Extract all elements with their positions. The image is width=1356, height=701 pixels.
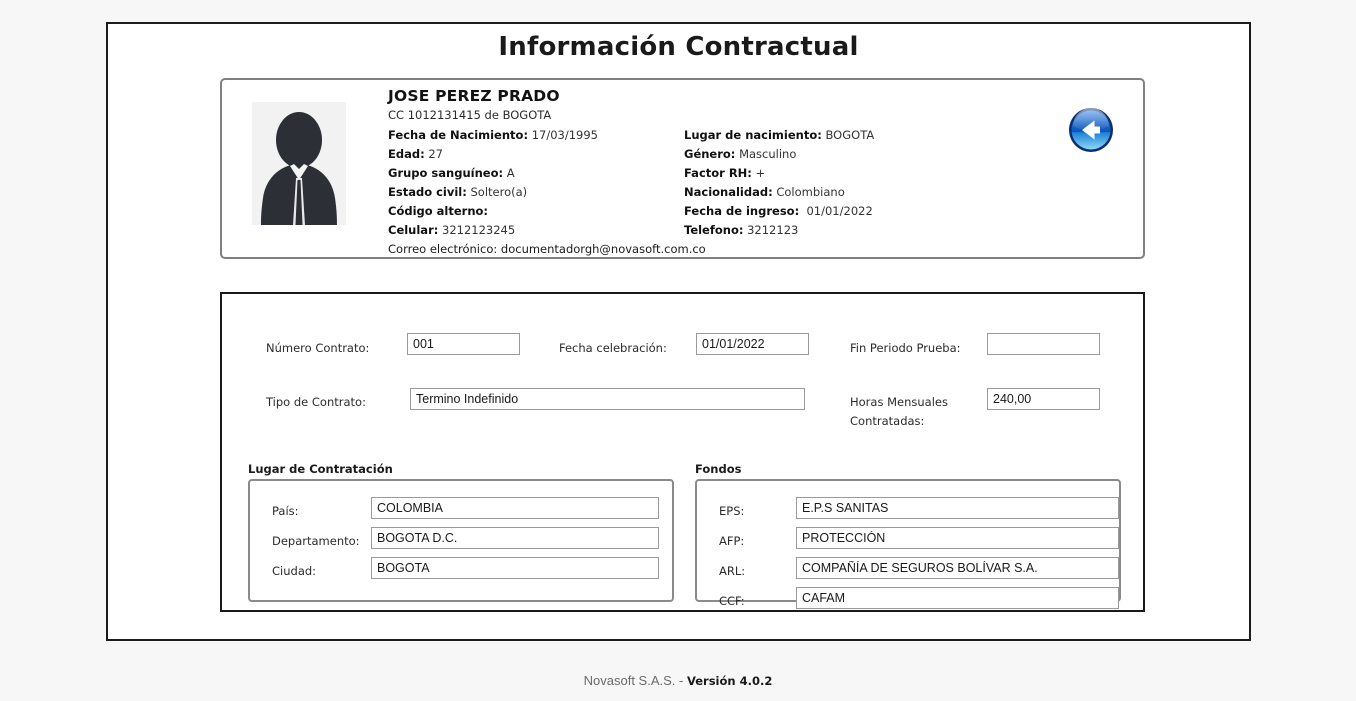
field-codigo-alterno (388, 202, 684, 221)
field-grupo-sanguineo (388, 164, 684, 183)
employee-document: CC 1012131415 de BOGOTA (388, 108, 552, 122)
fondos-title: Fondos (695, 462, 742, 476)
numero-contrato-label: Número Contrato: (266, 341, 370, 355)
field-value: A (506, 166, 515, 180)
field-label: Estado civil: (388, 185, 467, 199)
field-telefono (684, 221, 1133, 240)
field-value: 3212123245 (442, 223, 516, 237)
field-value: 3212123 (747, 223, 799, 237)
departamento-input[interactable] (371, 527, 659, 549)
field-label: Grupo sanguíneo: (388, 166, 504, 180)
field-label: Fecha de Nacimiento: (388, 128, 529, 142)
main-content-frame (106, 22, 1251, 641)
field-fecha-nacimiento (388, 126, 684, 145)
fecha-celebracion-label: Fecha celebración: (559, 341, 667, 355)
field-value: 01/01/2022 (806, 204, 873, 218)
field-label: Nacionalidad: (684, 185, 773, 199)
employee-field-grid (388, 126, 1133, 259)
tipo-contrato-label: Tipo de Contrato: (266, 395, 366, 409)
ccf-input[interactable] (796, 587, 1119, 609)
field-value: documentadorgh@novasoft.com.co (500, 242, 706, 256)
fecha-celebracion-input[interactable] (696, 333, 809, 355)
field-label: Telefono: (684, 223, 744, 237)
field-label: Edad: (388, 147, 425, 161)
back-button[interactable] (1067, 106, 1115, 154)
employee-name: JOSE PEREZ PRADO (388, 87, 560, 105)
field-label: Factor RH: (684, 166, 752, 180)
field-label: Lugar de nacimiento: (684, 128, 822, 142)
ciudad-input[interactable] (371, 557, 659, 579)
pais-input[interactable] (371, 497, 659, 519)
horas-mensuales-label-line1: Horas Mensuales (850, 395, 948, 409)
contract-form-panel (220, 292, 1145, 612)
arrow-left-circle-icon (1067, 106, 1115, 154)
fin-periodo-prueba-label: Fin Periodo Prueba: (850, 341, 961, 355)
eps-input[interactable] (796, 497, 1119, 519)
field-value: Masculino (739, 147, 797, 161)
arl-label: ARL: (719, 564, 746, 578)
field-lugar-nacimiento (684, 126, 1133, 145)
field-label: Celular: (388, 223, 439, 237)
ciudad-label: Ciudad: (272, 564, 317, 578)
employee-info-panel (220, 78, 1145, 259)
person-silhouette-icon (252, 102, 346, 225)
employee-details (388, 87, 1133, 259)
afp-input[interactable] (796, 527, 1119, 549)
footer-version: Versión 4.0.2 (686, 674, 773, 688)
fondos-group (695, 479, 1121, 608)
field-label: Fecha de ingreso: (684, 204, 800, 218)
field-value: 27 (428, 147, 443, 161)
field-value: 17/03/1995 (531, 128, 598, 142)
footer-company: Novasoft S.A.S. - (583, 673, 687, 688)
field-label: Código alterno: (388, 204, 489, 218)
fin-periodo-prueba-input[interactable] (987, 333, 1100, 355)
field-genero (684, 145, 1133, 164)
horas-mensuales-label-line2: Contratadas: (850, 414, 925, 428)
departamento-label: Departamento: (272, 534, 360, 548)
field-estado-civil (388, 183, 684, 202)
field-factor-rh (684, 164, 1133, 183)
field-celular (388, 221, 684, 240)
avatar (252, 102, 346, 225)
field-value: BOGOTA (825, 128, 875, 142)
eps-label: EPS: (719, 504, 745, 518)
pais-label: País: (272, 504, 299, 518)
lugar-contratacion-title: Lugar de Contratación (248, 462, 393, 476)
tipo-contrato-input[interactable] (410, 388, 805, 410)
field-nacionalidad (684, 183, 1133, 202)
field-value: Soltero(a) (470, 185, 528, 199)
field-edad (388, 145, 684, 164)
page-title: Información Contractual (498, 32, 859, 62)
numero-contrato-input[interactable] (407, 333, 520, 355)
field-value: Colombiano (776, 185, 845, 199)
field-label: Género: (684, 147, 736, 161)
afp-label: AFP: (719, 534, 745, 548)
lugar-contratacion-group (248, 479, 674, 602)
horas-mensuales-input[interactable] (987, 388, 1100, 410)
footer (0, 673, 1356, 688)
field-fecha-ingreso (684, 202, 1133, 221)
ccf-label: CCF: (719, 594, 745, 608)
field-label: Correo electrónico: (388, 242, 498, 256)
field-correo-electronico (388, 240, 1133, 259)
arl-input[interactable] (796, 557, 1119, 579)
field-value: + (755, 166, 766, 180)
